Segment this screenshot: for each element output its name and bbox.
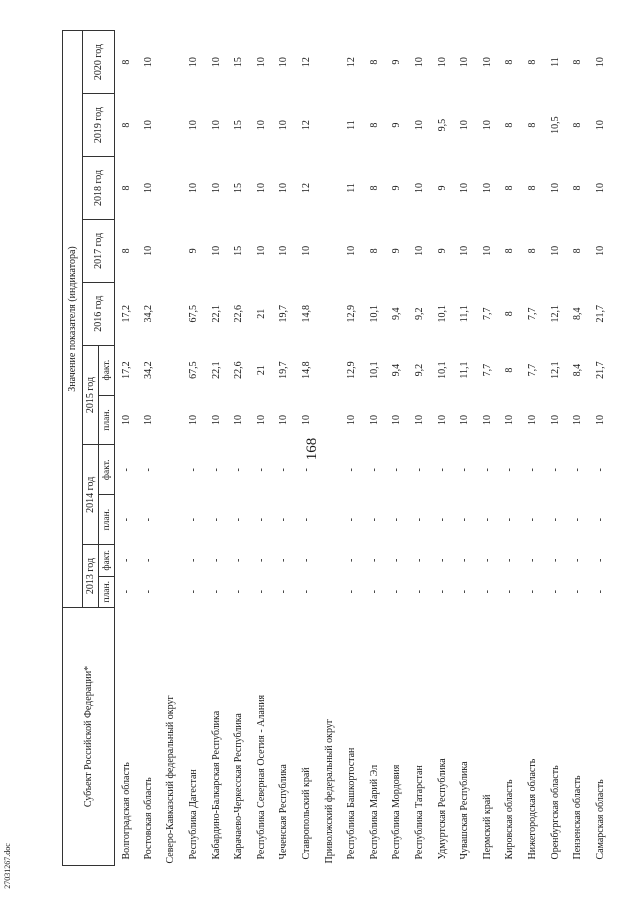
value-cell: 10 [526,414,538,425]
value-cell: - [120,468,132,472]
value-cell: 9 [436,248,448,254]
table-row [295,31,318,866]
value-cell: 10 [594,120,606,131]
year-header-2016: 2016 год [83,282,115,345]
value-cell: - [346,518,358,522]
plan-header-2013: план. [99,576,115,607]
value-cell: 8,4 [572,363,584,377]
value-cell: - [142,468,154,472]
year-header-2017: 2017 год [83,219,115,282]
value-cell: 10 [278,120,290,131]
table-row [521,31,544,866]
value-cell: 9,2 [414,307,426,320]
plan-header-2014: план. [99,495,115,545]
table-row [250,31,273,866]
value-cell: - [481,590,493,594]
value-cell: 12 [346,57,358,68]
indicator-value-header: Значение показателя (индикатора) [63,31,83,608]
value-cell: - [278,590,290,594]
value-cell: - [301,558,313,562]
value-cell: - [301,518,313,522]
value-cell: - [549,590,561,594]
value-cell: 10,1 [436,304,448,323]
value-cell: - [233,558,245,562]
value-cell: - [188,518,200,522]
value-cell: - [210,558,222,562]
value-cell: 14,8 [301,361,313,379]
value-cell: 8 [526,185,538,191]
value-cell: 11,1 [459,361,471,379]
value-cell: 10 [142,57,154,68]
value-cell: 10 [278,245,290,256]
value-cell: - [255,590,267,594]
value-cell: 12,1 [549,304,561,323]
value-cell: 10 [436,414,448,425]
value-cell: 12,1 [549,361,561,379]
value-cell: - [594,518,606,522]
subject-name: Чеченская Республика [278,764,290,860]
value-cell: 10 [391,414,403,425]
value-cell: - [549,468,561,472]
value-cell: 8 [504,185,516,191]
value-cell: 10 [278,414,290,425]
value-cell: 10 [436,57,448,68]
document-code: 27031267.doc [3,843,12,889]
value-cell: 8 [120,185,132,191]
value-cell: - [278,468,290,472]
value-cell: 10 [504,414,516,425]
value-cell: - [414,558,426,562]
value-cell: - [346,590,358,594]
value-cell: 10 [210,120,222,131]
value-cell: 12,9 [346,304,358,323]
value-cell: 10 [549,182,561,193]
table-header [63,31,115,866]
value-cell: 10 [459,414,471,425]
value-cell: - [436,518,448,522]
subject-name: Республика Дагестан [188,769,200,860]
year-header-2014: 2014 год [83,445,99,545]
value-cell: 9,2 [414,363,426,377]
value-cell: 22,6 [233,361,245,379]
value-cell: 11 [346,120,358,130]
value-cell: 10 [210,57,222,68]
value-cell: 10 [549,414,561,425]
value-cell: - [120,558,132,562]
value-cell: 7,7 [481,307,493,320]
value-cell: - [572,468,584,472]
value-cell: 17,2 [120,361,132,379]
value-cell: - [459,468,471,472]
value-cell: 10 [594,57,606,68]
table-row [499,31,522,866]
table-row [182,31,205,866]
subject-name: Удмуртская Республика [436,758,448,860]
rotated-table-frame [62,30,606,866]
value-cell: 8 [572,122,584,128]
value-cell: 9 [188,248,200,254]
value-cell: 9 [391,59,403,65]
subject-name: Республика Татарстан [414,765,426,860]
subject-name: Республика Башкортостан [346,747,358,860]
value-cell: 9,5 [436,118,448,132]
value-cell: - [459,590,471,594]
value-cell: - [481,558,493,562]
value-cell: 8 [526,122,538,128]
value-cell: - [188,590,200,594]
value-cell: - [391,558,403,562]
subject-name: Нижегородская область [526,758,538,860]
fact-header-2015: факт. [99,345,115,395]
value-cell: 8 [504,248,516,254]
value-cell: 10,1 [368,304,380,323]
value-cell: 10 [459,182,471,193]
value-cell: 9 [436,185,448,191]
value-cell: 10 [481,245,493,256]
value-cell: 22,1 [210,361,222,379]
value-cell: 8,4 [572,307,584,320]
value-cell: 10 [481,182,493,193]
table-row [431,31,454,866]
subject-name: Республика Марий Эл [368,764,380,860]
table-row [408,31,431,866]
value-cell: 10 [301,245,313,256]
year-header-2015: 2015 год [83,345,99,445]
value-cell: 10 [120,414,132,425]
subject-name: Ростовская область [142,777,154,860]
subject-name: Чувашская Республика [459,761,471,860]
table-row [589,31,612,866]
value-cell: - [301,468,313,472]
value-cell: - [414,468,426,472]
value-cell: - [436,558,448,562]
table-row [544,31,567,866]
value-cell: - [120,518,132,522]
value-cell: 22,1 [210,304,222,323]
value-cell: 34,2 [142,304,154,323]
value-cell: 10 [255,414,267,425]
subject-name: Кабардино-Балкарская Республика [210,710,222,860]
value-cell: 10 [278,57,290,68]
value-cell: - [391,590,403,594]
value-cell: 10 [278,182,290,193]
value-cell: 10 [414,245,426,256]
value-cell: - [368,518,380,522]
year-header-2013: 2013 год [83,545,99,608]
table-body [115,31,612,866]
table-row [363,31,386,866]
table-row [386,31,409,866]
value-cell: 9 [391,185,403,191]
value-cell: 10 [481,414,493,425]
value-cell: - [142,590,154,594]
district-row [318,31,341,866]
value-cell: - [504,468,516,472]
value-cell: - [368,590,380,594]
value-cell: - [255,558,267,562]
value-cell: 10 [346,414,358,425]
value-cell: - [572,590,584,594]
value-cell: 19,7 [278,361,290,379]
value-cell: 8 [120,248,132,254]
value-cell: 10 [210,182,222,193]
value-cell: 10 [188,57,200,68]
value-cell: 21 [255,308,267,319]
value-cell: 8 [504,311,516,317]
value-cell: - [504,590,516,594]
value-cell: 8 [572,59,584,65]
value-cell: 10 [255,57,267,68]
value-cell: 11,1 [459,305,471,323]
value-cell: 10 [301,414,313,425]
value-cell: 10 [346,245,358,256]
value-cell: - [594,590,606,594]
value-cell: - [255,468,267,472]
table-row [137,31,160,866]
subject-name: Карачаево-Черкесская Республика [233,713,245,860]
value-cell: - [255,518,267,522]
value-cell: 12 [301,182,313,193]
value-cell: 10 [481,120,493,131]
value-cell: 10 [142,120,154,131]
value-cell: 10,5 [549,116,561,134]
value-cell: 10 [188,120,200,131]
value-cell: - [504,518,516,522]
value-cell: 34,2 [142,361,154,379]
value-cell: 9 [391,122,403,128]
value-cell: 10 [188,414,200,425]
value-cell: - [278,518,290,522]
value-cell: - [481,518,493,522]
subject-name: Самарская область [594,779,606,860]
value-cell: 8 [504,122,516,128]
value-cell: 10 [188,182,200,193]
table-row [453,31,476,866]
table-row [566,31,589,866]
value-cell: 10 [142,182,154,193]
page-number: 168 [304,437,320,461]
value-cell: 67,5 [188,361,200,379]
value-cell: 8 [526,59,538,65]
value-cell: - [233,468,245,472]
value-cell: 15 [233,120,245,131]
value-cell: - [436,590,448,594]
table-row [205,31,228,866]
value-cell: 14,8 [301,304,313,323]
value-cell: 8 [368,59,380,65]
value-cell: - [572,558,584,562]
value-cell: 10 [459,245,471,256]
value-cell: - [188,558,200,562]
value-cell: 10 [210,245,222,256]
value-cell: 11 [346,183,358,193]
value-cell: 10 [414,57,426,68]
value-cell: - [549,558,561,562]
subject-name: Оренбургская область [549,765,561,860]
district-row [160,31,183,866]
subject-name: Республика Мордовия [391,764,403,860]
value-cell: 8 [572,248,584,254]
value-cell: 8 [120,59,132,65]
value-cell: - [233,590,245,594]
value-cell: 10 [414,120,426,131]
value-cell: - [504,558,516,562]
value-cell: 10 [459,120,471,131]
value-cell: 10 [210,414,222,425]
value-cell: 10 [414,414,426,425]
district-name: Приволжский федеральный округ [323,719,335,864]
value-cell: 15 [233,57,245,68]
value-cell: 12 [301,120,313,131]
subject-name: Кировская область [504,779,516,860]
value-cell: 21 [255,365,267,376]
subject-name: Республика Северная Осетия - Алания [255,694,267,860]
value-cell: 10 [255,120,267,131]
value-cell: 8 [368,185,380,191]
value-cell: 10 [572,414,584,425]
value-cell: - [346,468,358,472]
value-cell: 8 [504,59,516,65]
value-cell: 9,4 [391,307,403,320]
subject-name: Ставропольский край [301,767,313,860]
year-header-2020: 2020 год [83,31,115,94]
subject-name: Пензенская область [572,775,584,860]
value-cell: - [346,558,358,562]
value-cell: 10 [594,414,606,425]
value-cell: - [549,518,561,522]
value-cell: - [414,518,426,522]
value-cell: 11 [549,57,561,67]
value-cell: 10,1 [368,361,380,379]
value-cell: - [142,558,154,562]
value-cell: 8 [368,122,380,128]
value-cell: 15 [233,182,245,193]
value-cell: - [301,590,313,594]
table-row [476,31,499,866]
value-cell: - [233,518,245,522]
value-cell: - [481,468,493,472]
value-cell: 9 [391,248,403,254]
table-row [227,31,250,866]
value-cell: 8 [526,248,538,254]
subject-name: Пермский край [481,794,493,860]
value-cell: - [391,468,403,472]
value-cell: - [459,558,471,562]
value-cell: 8 [572,185,584,191]
value-cell: 22,6 [233,304,245,323]
value-cell: - [391,518,403,522]
value-cell: 17,2 [120,304,132,323]
value-cell: 10 [368,414,380,425]
table-row [340,31,363,866]
value-cell: - [526,558,538,562]
value-cell: - [210,590,222,594]
value-cell: - [459,518,471,522]
value-cell: 10 [142,414,154,425]
fact-header-2013: факт. [99,545,115,576]
value-cell: 67,5 [188,304,200,323]
value-cell: 10 [549,245,561,256]
subject-name: Волгоградская область [120,762,132,860]
value-cell: 19,7 [278,304,290,323]
value-cell: 10 [255,245,267,256]
value-cell: 10 [459,57,471,68]
value-cell: 7,7 [526,363,538,377]
value-cell: - [210,518,222,522]
year-header-2018: 2018 год [83,157,115,220]
value-cell: 21,7 [594,361,606,379]
value-cell: - [142,518,154,522]
value-cell: - [120,590,132,594]
value-cell: 10 [233,414,245,425]
fact-header-2014: факт. [99,445,115,495]
value-cell: - [594,558,606,562]
value-cell: 8 [120,122,132,128]
value-cell: 10 [594,245,606,256]
value-cell: - [436,468,448,472]
value-cell: - [414,590,426,594]
value-cell: - [368,558,380,562]
value-cell: - [278,558,290,562]
value-cell: 12 [301,57,313,68]
value-cell: - [368,468,380,472]
value-cell: 10 [594,182,606,193]
table-row [115,31,138,866]
subject-column-header: Субъект Российской Федерации* [63,607,115,865]
value-cell: 10 [481,57,493,68]
district-name: Северо-Кавказский федеральный округ [165,695,177,864]
year-header-2019: 2019 год [83,94,115,157]
value-cell: - [594,468,606,472]
value-cell: 10 [255,182,267,193]
value-cell: - [572,518,584,522]
value-cell: 15 [233,245,245,256]
value-cell: 21,7 [594,304,606,323]
value-cell: 8 [504,367,516,373]
value-cell: 12,9 [346,361,358,379]
table-row [273,31,296,866]
value-cell: 8 [368,248,380,254]
value-cell: - [526,518,538,522]
value-cell: - [526,468,538,472]
value-cell: 7,7 [481,363,493,377]
value-cell: - [210,468,222,472]
value-cell: 7,7 [526,307,538,320]
indicator-table [62,30,612,866]
value-cell: - [526,590,538,594]
value-cell: 9,4 [391,363,403,377]
value-cell: 10 [414,182,426,193]
value-cell: - [188,468,200,472]
value-cell: 10 [142,245,154,256]
plan-header-2015: план. [99,395,115,445]
value-cell: 10,1 [436,361,448,379]
